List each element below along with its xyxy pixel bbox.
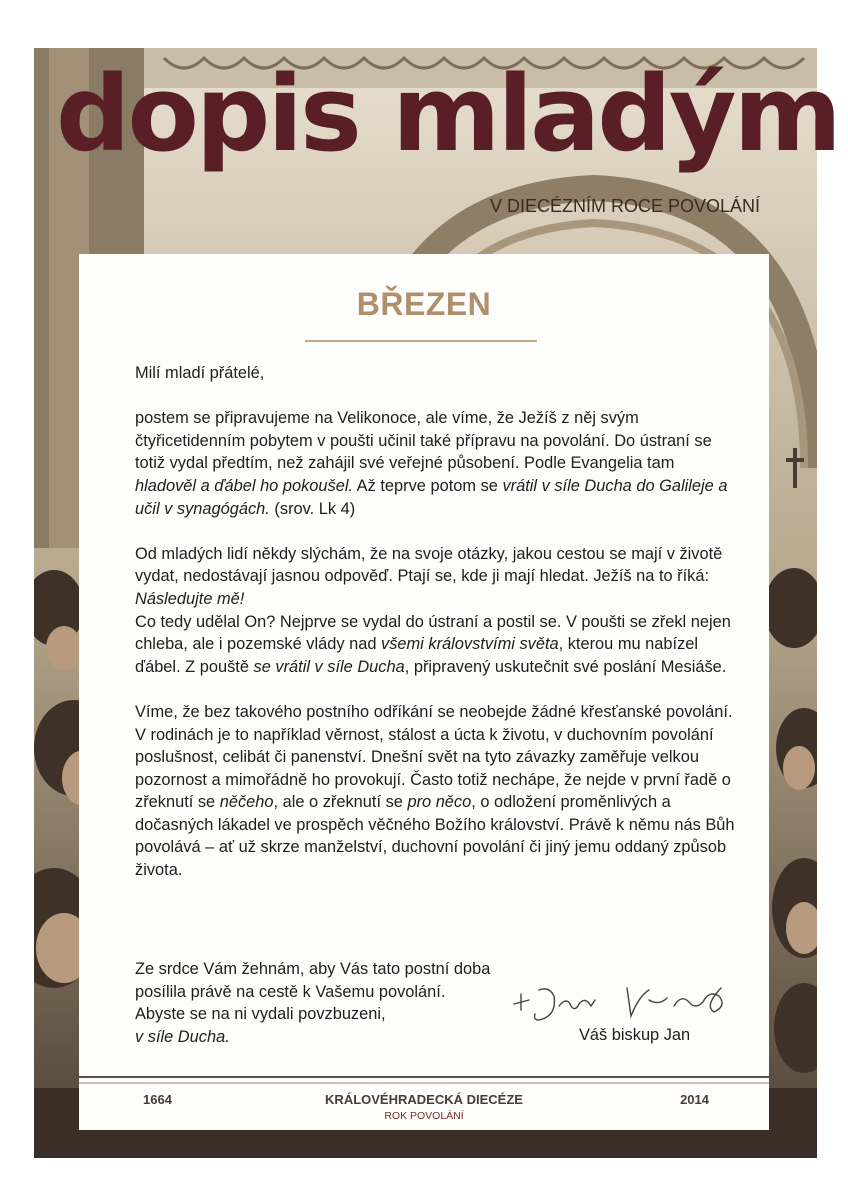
italic-span: něčeho bbox=[219, 793, 274, 812]
text-span: , ale o zřeknutí se bbox=[273, 793, 408, 812]
closing-line: Abyste se na ni vydali povzbuzeni, bbox=[135, 1005, 386, 1024]
text-span: Víme, že bez takového postního odříkání se neobejde žádné křesťanské povolání. V rodinách je to například věrnost, stálost a úcta k životu, v duchovním povolání poslušnost, celibát či panenství. Dnešní svět na tyto závazky zaměřuje velkou pozornost a mimořádně ho provokují. Často totiž nechápe, že nejde v první řadě o zřeknutí se bbox=[135, 702, 733, 812]
text-span: Až teprve potom se bbox=[353, 476, 503, 495]
italic-span: se vrátil v síle Ducha bbox=[253, 657, 405, 676]
masthead-title: dopis mladým bbox=[56, 53, 839, 175]
footer-subtitle: ROK POVOLÁNÍ bbox=[384, 1110, 464, 1122]
text-span: (srov. Lk 4) bbox=[269, 499, 356, 518]
footer-diocese: KRÁLOVÉHRADECKÁ DIECÉZE bbox=[325, 1092, 523, 1107]
italic-span: hladověl a ďábel ho pokoušel. bbox=[135, 476, 354, 495]
heading-divider bbox=[305, 340, 537, 342]
text-span: , připravený uskutečnit své poslání Mesiáše. bbox=[404, 657, 727, 676]
footer-divider bbox=[79, 1082, 769, 1084]
text-span: Od mladých lidí někdy slýchám, že na svoje otázky, jakou cestou se mají v životě vydat, nedostávají jasnou odpověď. Ptají se, kde ji mají hledat. Ježíš na to říká: bbox=[135, 544, 723, 586]
closing-blessing bbox=[135, 958, 555, 1048]
text-span: postem se připravujeme na Velikonoce, ale víme, že Ježíš z něj svým čtyřicetidenním pobytem v poušti učinil také přípravu na povolání. Do ústraní se totiž vydal předtím, než zahájil své veřejné působení. Podle Evangelia tam bbox=[135, 409, 712, 473]
letter-body bbox=[135, 362, 735, 904]
text-span: , kterou mu nabízel ďábel. Z pouště bbox=[135, 635, 699, 676]
italic-span: Následujte mě! bbox=[135, 589, 245, 608]
closing-line: Ze srdce Vám žehnám, aby Vás tato postní doba bbox=[135, 960, 491, 978]
italic-span: pro něco bbox=[407, 793, 472, 812]
text-span: , o odložení proměnlivých a dočasných lákadel ve prospěch věčného Božího království. Právě k němu nás Bůh povolává – ať už skrze manželství, duchovní povolání či jiný jemu oddaný způsob života. bbox=[135, 793, 735, 880]
paragraph-3 bbox=[135, 701, 735, 882]
closing-line: v síle Ducha. bbox=[135, 1027, 230, 1046]
paragraph-2 bbox=[135, 543, 735, 679]
month-heading: BŘEZEN bbox=[356, 286, 492, 322]
greeting: Milí mladí přátelé, bbox=[135, 364, 265, 382]
italic-span: vrátil v síle Ducha do Galileje a učil v synagógách. bbox=[135, 476, 728, 518]
masthead-subtitle: V DIECÉZNÍM ROCE POVOLÁNÍ bbox=[490, 196, 761, 216]
signature-label: Váš biskup Jan bbox=[579, 1026, 691, 1044]
italic-span: všemi královstvími světa bbox=[381, 635, 559, 654]
footer-year-right: 2014 bbox=[680, 1092, 709, 1107]
footer-bar bbox=[79, 1078, 769, 1130]
paragraph-1 bbox=[135, 407, 735, 520]
closing-line: posílila právě na cestě k Vašemu povolání. bbox=[135, 982, 446, 1001]
footer-year-left: 1664 bbox=[143, 1092, 172, 1107]
letter-card bbox=[79, 254, 769, 1076]
text-span: Co tedy udělal On? Nejprve se vydal do ústraní a postil se. V poušti se zřekl nejen chleba, ale i pozemské vlády nad bbox=[135, 612, 731, 654]
handwritten-signature bbox=[509, 976, 739, 1026]
